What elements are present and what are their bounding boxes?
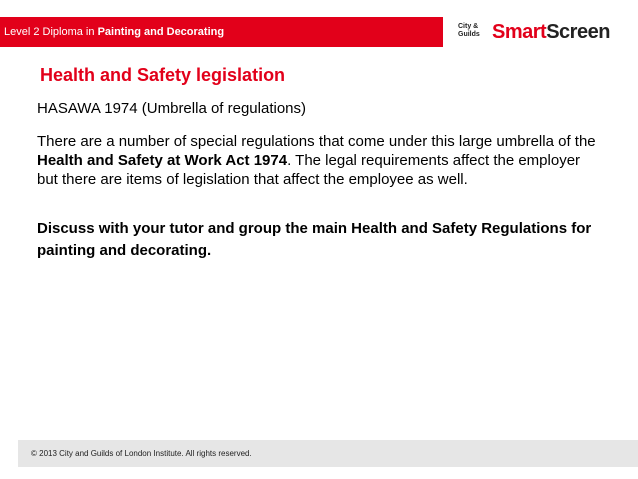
footer-bar [18,440,638,467]
paragraph-regulations-act: Health and Safety at Work Act 1974 [37,152,288,169]
paragraph-regulations-after: . The legal requirements affect the employer but there are items of legislation that affect the employee as well. [37,152,581,188]
city-guilds-smartscreen-logo [452,19,638,45]
header-bar [0,0,638,57]
logo-screen: Screen [546,21,610,43]
slide-content [37,99,597,262]
logo-smart: Smart [492,21,547,43]
paragraph-hasawa: HASAWA 1974 (Umbrella of regulations) [37,100,307,117]
smartscreen-wordmark [492,21,610,43]
logo-city: City & [458,23,479,30]
paragraph-regulations [37,132,597,189]
logo-guilds: Guilds [458,31,480,38]
course-name: Painting and Decorating [97,26,225,38]
slide-title: Health and Safety legislation [40,65,286,85]
copyright-text: © 2013 City and Guilds of London Institute. All rights reserved. [31,449,252,458]
course-title [4,26,224,39]
paragraph-discuss: Discuss with your tutor and group the main Health and Safety Regulations for painting and decorating. [37,220,592,259]
city-guilds-logo-icon [458,23,488,41]
course-prefix: Level 2 Diploma in [4,26,98,38]
paragraph-regulations-before: There are a number of special regulations that come under this large umbrella of the [37,133,596,150]
